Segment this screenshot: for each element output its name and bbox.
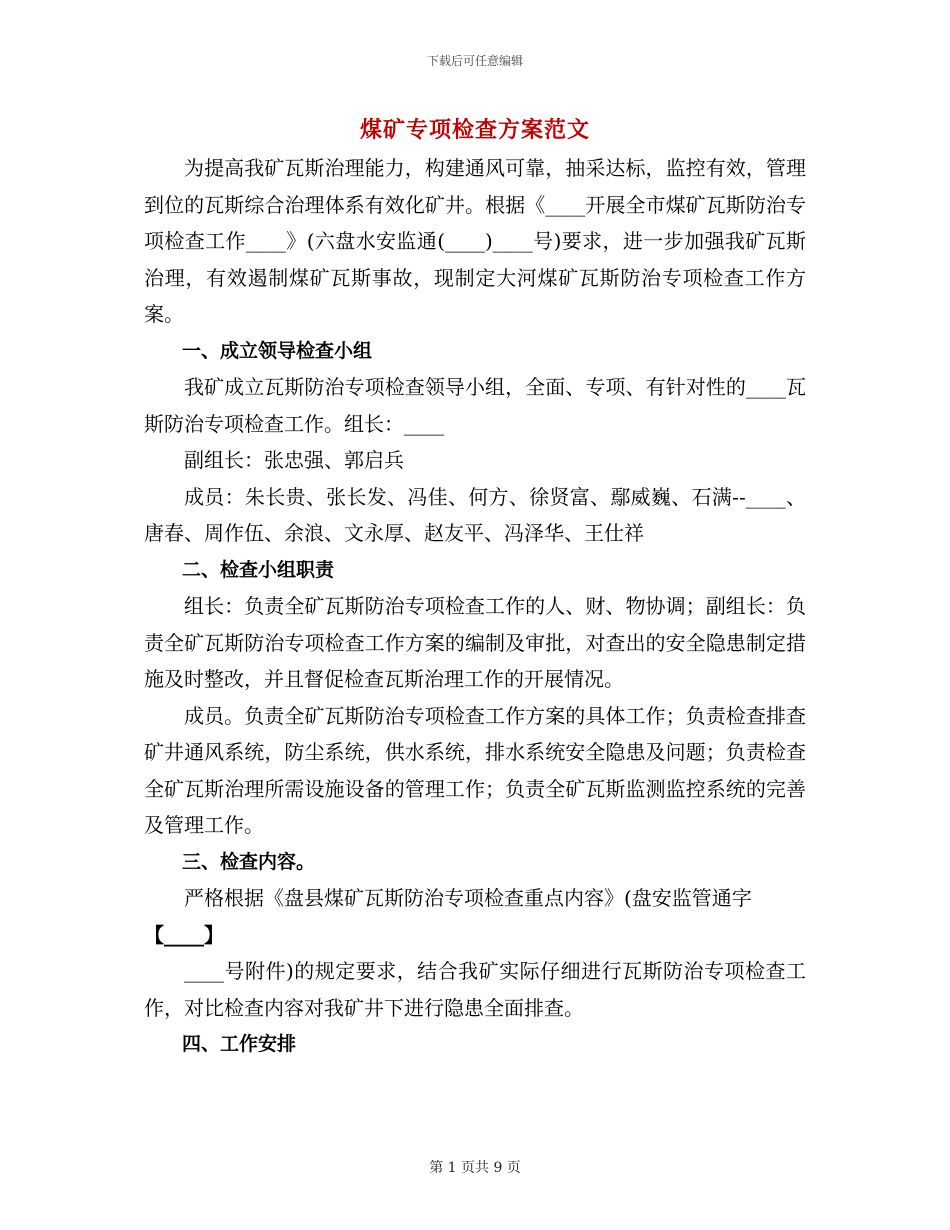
paragraph-member-duties: 成员。负责全矿瓦斯防治专项检查工作方案的具体工作；负责检查排查矿井通风系统，防尘系统，供水系统，排水系统安全隐患及问题；负责检查全矿瓦斯治理所需设施设备的管理工作；负责全矿瓦斯监测监控系统的完善及管理工作。 <box>144 703 806 837</box>
paragraph-members: 成员：朱长贵、张长发、冯佳、何方、徐贤富、鄢威巍、石满--____、唐春、周作伍、余浪、文永厚、赵友平、冯泽华、王仕祥 <box>144 484 806 545</box>
paragraph-leader-group: 我矿成立瓦斯防治专项检查领导小组，全面、专项、有针对性的____瓦斯防治专项检查工作。组长：____ <box>144 375 806 436</box>
paragraph-inspection-content: ____号附件)的规定要求，结合我矿实际仔细进行瓦斯防治专项检查工作，对比检查内容对我矿井下进行隐患全面排查。 <box>144 959 806 1020</box>
paragraph-inspection-basis: 严格根据《盘县煤矿瓦斯防治专项检查重点内容》(盘安监管通字 <box>184 886 752 910</box>
section-heading-2: 二、检查小组职责 <box>182 558 335 581</box>
section-heading-3: 三、检查内容。 <box>182 850 316 873</box>
paragraph-deputy-leaders: 副组长：张忠强、郭启兵 <box>184 448 404 472</box>
document-title: 煤矿专项检查方案范文 <box>359 117 590 143</box>
document-body <box>144 150 806 1063</box>
page-header: 下载后可任意编辑 <box>426 54 523 68</box>
page-footer: 第 1 页共 9 页 <box>429 1160 521 1176</box>
section-heading-4: 四、工作安排 <box>182 1033 297 1055</box>
section-heading-1: 一、成立领导检查小组 <box>182 339 373 362</box>
paragraph-doc-number-blank: 【____】 <box>144 922 224 947</box>
paragraph-leader-duties: 组长：负责全矿瓦斯防治专项检查工作的人、财、物协调；副组长：负责全矿瓦斯防治专项检查工作方案的编制及审批，对查出的安全隐患制定措施及时整改，并且督促检查瓦斯治理工作的开展情况。 <box>144 594 806 691</box>
paragraph-intro: 为提高我矿瓦斯治理能力，构建通风可靠，抽采达标，监控有效，管理到位的瓦斯综合治理体系有效化矿井。根据《____开展全市煤矿瓦斯防治专项检查工作____》(六盘水安监通(____)____号)要求，进一步加强我矿瓦斯治理，有效遏制煤矿瓦斯事故，现制定大河煤矿瓦斯防治专项检查工作方案。 <box>144 156 806 326</box>
